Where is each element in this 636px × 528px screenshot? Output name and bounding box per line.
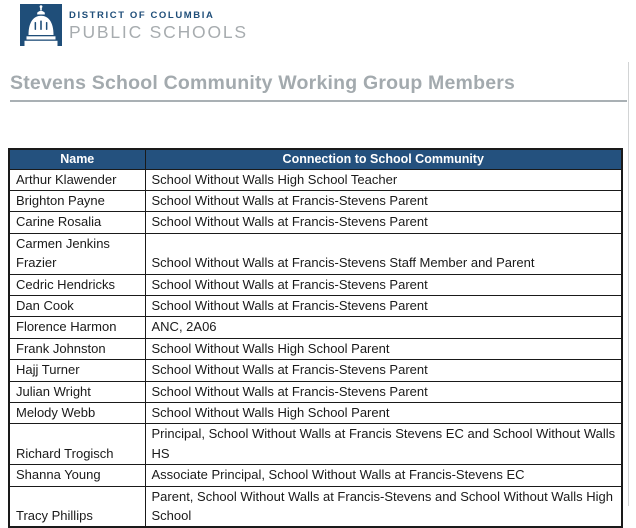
member-name-cell: Florence Harmon [9, 317, 145, 338]
members-table [8, 148, 623, 528]
member-name-cell: Dan Cook [9, 295, 145, 316]
table-row [9, 338, 622, 359]
capitol-dome-icon [20, 4, 62, 46]
member-connection-cell: School Without Walls at Francis-Stevens Staff Member and Parent [145, 233, 622, 274]
table-row [9, 360, 622, 381]
table-row [9, 169, 622, 190]
table-row [9, 212, 622, 233]
brand-header [20, 4, 248, 46]
table-row [9, 424, 622, 465]
table-row [9, 402, 622, 423]
table-row [9, 465, 622, 486]
column-header-name: Name [9, 149, 145, 169]
member-connection-cell: Principal, School Without Walls at Francis Stevens EC and School Without Walls HS [145, 424, 622, 465]
table-header-row [9, 149, 622, 169]
table-row [9, 317, 622, 338]
page-edge-line [628, 62, 629, 506]
member-name-cell: Cedric Hendricks [9, 274, 145, 295]
member-connection-cell: School Without Walls at Francis-Stevens Parent [145, 295, 622, 316]
member-connection-cell: School Without Walls at Francis-Stevens Parent [145, 190, 622, 211]
member-name-cell: Julian Wright [9, 381, 145, 402]
member-connection-cell: School Without Walls at Francis-Stevens Parent [145, 212, 622, 233]
brand-district-of-columbia: DISTRICT OF COLUMBIA [69, 10, 215, 21]
member-name-cell: Carine Rosalia [9, 212, 145, 233]
member-name-cell: Brighton Payne [9, 190, 145, 211]
member-connection-cell: Parent, School Without Walls at Francis-Stevens and School Without Walls High School [145, 486, 622, 527]
table-row [9, 233, 622, 274]
table-body [9, 169, 622, 527]
member-connection-cell: School Without Walls High School Parent [145, 338, 622, 359]
member-connection-cell: ANC, 2A06 [145, 317, 622, 338]
brand-text [69, 4, 248, 43]
member-name-cell: Carmen Jenkins Frazier [9, 233, 145, 274]
member-name-cell: Melody Webb [9, 402, 145, 423]
table-row [9, 295, 622, 316]
member-name-cell: Richard Trogisch [9, 424, 145, 465]
column-header-connection: Connection to School Community [145, 149, 622, 169]
member-name-cell: Arthur Klawender [9, 169, 145, 190]
member-connection-cell: School Without Walls High School Parent [145, 402, 622, 423]
brand-public-schools: PUBLIC SCHOOLS [69, 22, 248, 42]
table-row [9, 190, 622, 211]
table-row [9, 274, 622, 295]
member-name-cell: Tracy Phillips [9, 486, 145, 527]
member-connection-cell: Associate Principal, School Without Walls at Francis-Stevens EC [145, 465, 622, 486]
page-title: Stevens School Community Working Group Members [10, 72, 627, 102]
member-connection-cell: School Without Walls at Francis-Stevens Parent [145, 360, 622, 381]
table-row [9, 381, 622, 402]
member-name-cell: Frank Johnston [9, 338, 145, 359]
member-connection-cell: School Without Walls at Francis-Stevens Parent [145, 381, 622, 402]
member-connection-cell: School Without Walls at Francis-Stevens Parent [145, 274, 622, 295]
member-name-cell: Shanna Young [9, 465, 145, 486]
member-name-cell: Hajj Turner [9, 360, 145, 381]
member-connection-cell: School Without Walls High School Teacher [145, 169, 622, 190]
table-row [9, 486, 622, 527]
